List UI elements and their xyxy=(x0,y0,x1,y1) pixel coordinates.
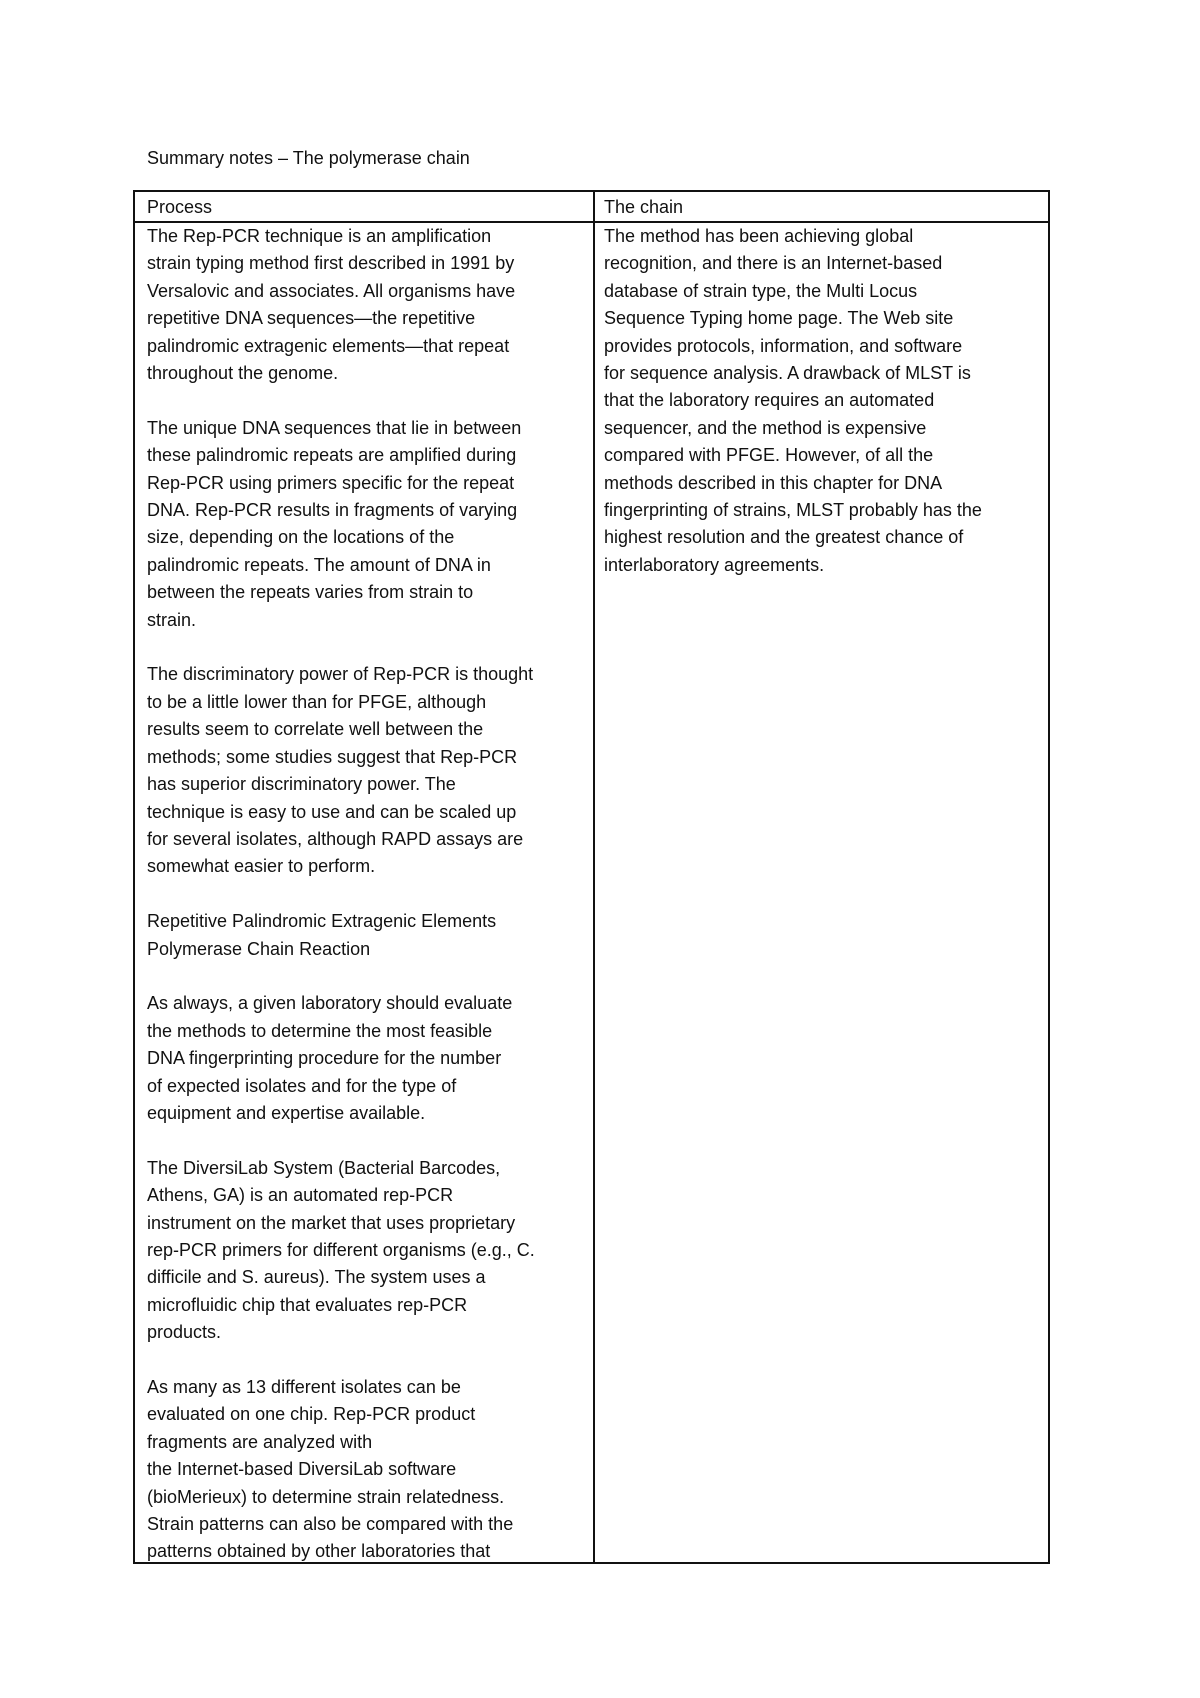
process-text-line: The unique DNA sequences that lie in between xyxy=(147,417,522,438)
process-text-line: As always, a given laboratory should evaluate xyxy=(147,993,513,1014)
process-text-line: instrument on the market that uses proprietary xyxy=(147,1212,516,1233)
process-text-line: palindromic repeats. The amount of DNA in xyxy=(147,554,491,575)
process-text-line: The Rep-PCR technique is an amplification xyxy=(147,226,492,246)
chain-text-line: sequencer, and the method is expensive xyxy=(604,417,927,438)
chain-text-line: that the laboratory requires an automated xyxy=(604,390,935,411)
process-text-line: microfluidic chip that evaluates rep-PCR xyxy=(147,1294,468,1315)
chain-text-line: provides protocols, information, and software xyxy=(604,335,963,356)
notes-table xyxy=(133,190,1050,1564)
process-text-line: equipment and expertise available. xyxy=(147,1102,426,1123)
column-header-chain: The chain xyxy=(604,197,684,217)
process-text-line: DNA fingerprinting procedure for the number xyxy=(147,1048,502,1069)
process-text-line: products. xyxy=(147,1322,222,1343)
chain-text-line: Sequence Typing home page. The Web site xyxy=(604,308,954,329)
process-text-line: has superior discriminatory power. The xyxy=(147,774,456,795)
process-text-line: Repetitive Palindromic Extragenic Elements xyxy=(147,911,497,932)
process-text-line: difficile and S. aureus). The system uses a xyxy=(147,1267,486,1288)
process-paragraph xyxy=(147,1374,587,1566)
process-text-line: between the repeats varies from strain to xyxy=(147,582,474,603)
chain-text-line: interlaboratory agreements. xyxy=(604,554,825,575)
process-paragraph xyxy=(147,990,587,1127)
process-text-line: Strain patterns can also be compared with the xyxy=(147,1514,514,1534)
process-text-line: to be a little lower than for PFGE, although xyxy=(147,691,487,712)
chain-text-line: fingerprinting of strains, MLST probably has the xyxy=(604,500,982,521)
process-cell xyxy=(147,223,587,1566)
chain-cell xyxy=(604,223,1044,579)
process-text-line: fragments are analyzed with xyxy=(147,1431,373,1452)
process-text-line: strain. xyxy=(147,609,197,630)
process-text-line: throughout the genome. xyxy=(147,363,339,384)
process-paragraph xyxy=(147,908,587,963)
column-header-process: Process xyxy=(147,197,213,217)
chain-text-line: highest resolution and the greatest chance of xyxy=(604,527,964,548)
process-text-line: The DiversiLab System (Bacterial Barcodes, xyxy=(147,1157,501,1178)
process-text-line: evaluated on one chip. Rep-PCR product xyxy=(147,1404,476,1425)
process-text-line: the Internet-based DiversiLab software xyxy=(147,1459,457,1480)
process-text-line: for several isolates, although RAPD assays are xyxy=(147,828,524,849)
chain-text-line: The method has been achieving global xyxy=(604,226,914,246)
process-paragraph xyxy=(147,223,587,387)
process-text-line: rep-PCR primers for different organisms (e.g., C. xyxy=(147,1239,535,1260)
process-text-line: (bioMerieux) to determine strain relatedness. xyxy=(147,1486,505,1507)
process-text-line: Athens, GA) is an automated rep-PCR xyxy=(147,1185,454,1206)
chain-text-line: database of strain type, the Multi Locus xyxy=(604,280,918,301)
process-text-line: methods; some studies suggest that Rep-PCR xyxy=(147,746,518,767)
chain-text-line: compared with PFGE. However, of all the xyxy=(604,445,934,466)
process-paragraph xyxy=(147,661,587,880)
process-text-line: size, depending on the locations of the xyxy=(147,527,455,548)
process-text-line: somewhat easier to perform. xyxy=(147,856,376,877)
chain-text-line: methods described in this chapter for DNA xyxy=(604,472,943,493)
process-text-line: As many as 13 different isolates can be xyxy=(147,1376,461,1397)
process-paragraph xyxy=(147,415,587,634)
process-text-line: palindromic extragenic elements—that repeat xyxy=(147,335,510,356)
column-divider xyxy=(593,192,595,1562)
process-text-line: Versalovic and associates. All organisms have xyxy=(147,280,516,301)
process-text-line: technique is easy to use and can be scaled up xyxy=(147,801,517,822)
process-text-line: DNA. Rep-PCR results in fragments of varying xyxy=(147,500,518,521)
chain-text-line: for sequence analysis. A drawback of MLST is xyxy=(604,363,971,384)
process-text-line: repetitive DNA sequences—the repetitive xyxy=(147,308,476,329)
process-text-line: the methods to determine the most feasible xyxy=(147,1020,493,1041)
process-text-line: The discriminatory power of Rep-PCR is thought xyxy=(147,664,534,685)
process-text-line: Rep-PCR using primers specific for the repeat xyxy=(147,472,515,493)
page-title: Summary notes – The polymerase chain xyxy=(147,148,470,168)
process-text-line: strain typing method first described in 1991 by xyxy=(147,253,515,274)
process-text-line: results seem to correlate well between the xyxy=(147,719,484,740)
chain-paragraph xyxy=(604,223,1044,579)
process-text-line: Polymerase Chain Reaction xyxy=(147,938,371,959)
process-text-line: these palindromic repeats are amplified during xyxy=(147,445,517,466)
chain-text-line: recognition, and there is an Internet-based xyxy=(604,253,943,274)
process-text-line: of expected isolates and for the type of xyxy=(147,1075,457,1096)
process-paragraph xyxy=(147,1155,587,1347)
process-text-line: patterns obtained by other laboratories that xyxy=(147,1541,491,1562)
